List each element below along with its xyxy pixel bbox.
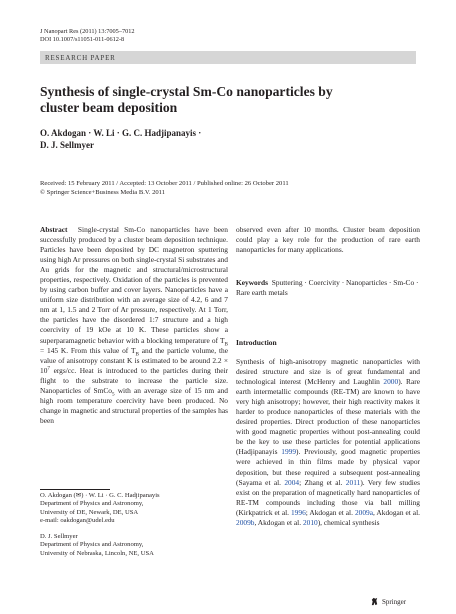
citation-link[interactable]: 2009b (236, 517, 255, 527)
article-title: Synthesis of single-crystal Sm-Co nanoparticles by cluster beam deposition (40, 84, 333, 115)
citation-link[interactable]: 2011 (345, 477, 361, 487)
abstract-label: Abstract (40, 225, 68, 234)
springer-horse-icon (370, 597, 379, 606)
section-label: RESEARCH PAPER (45, 53, 116, 62)
superscript: 7 (47, 365, 50, 372)
history-line: Received: 15 February 2011 / Accepted: 13 October 2011 / Published online: 26 October 2011 (40, 180, 289, 187)
publisher-name: Springer (382, 597, 407, 606)
author-affiliation-2: D. J. Sellmyer Department of Physics and Astronomy, University of Nebraska, Lincoln, NE, USA (40, 533, 154, 557)
subscript: B (224, 340, 228, 347)
citation-link[interactable]: 1999 (281, 447, 297, 457)
citation-link[interactable]: 2000 (383, 377, 399, 387)
citation-link[interactable]: 2004 (284, 477, 300, 487)
author-line: O. Akdogan · W. Li · G. C. Hadjipanayis · (40, 128, 202, 138)
citation-link[interactable]: 2010 (302, 517, 318, 527)
article-dates (40, 180, 420, 197)
author-line: D. J. Sellmyer (40, 139, 94, 150)
keywords (236, 278, 420, 298)
author-list (40, 128, 340, 151)
abstract-text: ergs/cc. Heat is introduced to the particles during their flight to the substrate to increase the particle size. Nanoparticles of SmCo (40, 365, 228, 395)
abstract-text-continued: observed even after 10 months. Cluster beam deposition could play a key role for the production of rare earth nanoparticles for many applications. (236, 225, 420, 255)
author-affiliation-1: O. Akdogan (✉) · W. Li · G. C. Hadjipanayis Department of Physics and Astronomy, University of DE, Newark, DE, USA e-mail: oakdogan@udel.edu (40, 492, 228, 526)
abstract (40, 225, 228, 426)
journal-citation: J Nanopart Res (2011) 13:7005–7012 (40, 28, 135, 35)
introduction-text: Synthesis of high-anisotropy magnetic nanoparticles with desired structure and size is of great fundamental and technological interest (McHenry and Laughlin 2000). Rare earth intermetallic compounds (RE-TM) are known to have very high anisotropy; however, their high reactivity makes it harder to produce nanoparticles of these materials with the desired properties. Direct production of these nanoparticles with good magnetic properties without post-annealing could be the key to use these particles for potential applications (Hadjipanayis 1999). Previously, good magnetic properties were achieved in thin films made by physical vapor deposition, but these required a subsequent post-annealing (Sayama et al. 2004; Zhang et al. 2011). Very few studies exist on the preparation of magnetically hard nanoparticles of RE-TM compounds including those via ball milling (Kirkpatrick et al. 1996; Akdogan et al. 2009a, Akdogan et al. 2009b, Akdogan et al. 2010), chemical synthesis (236, 357, 420, 527)
abstract-text: with an average size of 15 nm and high room temperature coercivity have been produced. No change in magnetic and structural properties of the samples has been (40, 385, 228, 425)
keywords-label: Keywords (236, 278, 269, 287)
section-band (40, 51, 416, 64)
subscript: B (135, 351, 139, 358)
publisher-logo (370, 597, 406, 606)
doi: DOI 10.1007/s11051-011-0612-8 (40, 36, 125, 43)
abstract-continued (236, 225, 420, 255)
email-link[interactable]: e-mail: oakdogan@udel.edu (40, 517, 115, 525)
abstract-text: Single-crystal Sm-Co nanoparticles have been successfully produced by a cluster beam deposition technique. Particles have been deposited by DC magnetron sputtering using high Ar pressures on both single-crystal Si substrates and Au grids for the magnetic and structural/microstructural properties, respectively. Oxidation of the particles is prevented by using carbon buffer and cover layers. Nanoparticles have a uniform size distribution with an average size of 4.2, 6 and 7 nm at 1, 1.5 and 2 Torr of Ar pressure, respectively. At 1 Torr, the particles have the disordered 1:7 structure and a high coercivity of 19 kOe at 10 K. These particles show a superparamagnetic behavior with a blocking temperature of T (40, 225, 229, 345)
footnote-divider (40, 489, 110, 490)
keywords-text: Sputtering · Coercivity · Nanoparticles · Sm-Co · Rare earth metals (236, 278, 419, 298)
citation-link[interactable]: 1996 (290, 507, 306, 517)
copyright-line: © Springer Science+Business Media B.V. 2011 (40, 188, 166, 196)
abstract-text: = 145 K. From this value of T (40, 345, 136, 355)
section-heading: Introduction (236, 338, 277, 347)
abstract-text: and the particle volume, the value of anisotropy constant K is estimated to be around 2.2 × 10 (40, 345, 228, 375)
subscript: 5 (111, 391, 115, 398)
citation-link[interactable]: 2009a (354, 507, 373, 517)
